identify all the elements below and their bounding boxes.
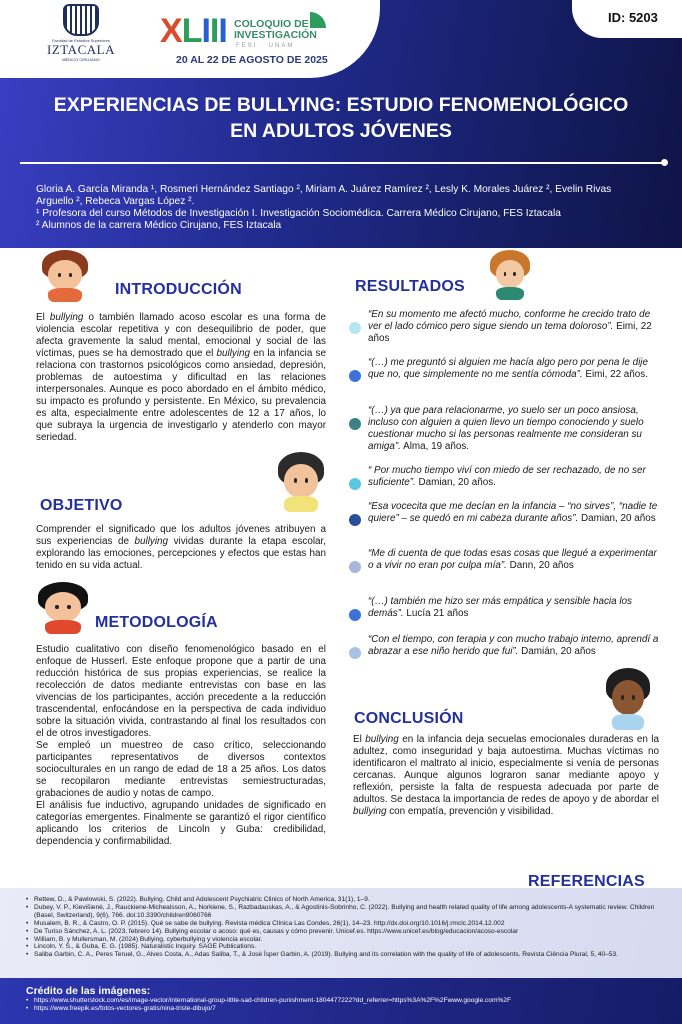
sad-boy-icon <box>606 668 650 730</box>
credit-link[interactable]: • https://www.freepik.es/fotos-vectores-gratis/nina-triste-dibujo/7 <box>26 1005 666 1013</box>
leaf-icon <box>310 12 326 28</box>
credits-list <box>26 997 666 1013</box>
coloquio-line2: INVESTIGACIÓN <box>234 29 317 41</box>
result-quote <box>368 465 660 489</box>
title-line-1: EXPERIENCIAS DE BULLYING: ESTUDIO FENOMENOLÓGICO <box>53 94 629 116</box>
quote-bullet-icon <box>349 478 361 490</box>
fes-iztacala-logo <box>44 4 118 74</box>
sad-girl-icon <box>42 250 88 302</box>
authors-line-2: Arguello ², Rebeca Vargas López ². <box>36 196 195 207</box>
title-line-2: EN ADULTOS JÓVENES <box>230 120 452 142</box>
logo-small-text: Facultad de Estudios Superiores <box>52 38 110 43</box>
resultados-title: RESULTADOS <box>355 278 465 295</box>
quote-text: “Con el tiempo, con terapia y con mucho trabajo interno, aprendí a abrazar a ese niño herido que fui”. <box>368 634 659 657</box>
coloquio-line1: COLOQUIO DE <box>234 18 309 30</box>
coloquio-dates: 20 AL 22 DE AGOSTO DE 2025 <box>176 54 328 66</box>
quote-bullet-icon <box>349 418 361 430</box>
quote-author: Eimi, 22 años <box>368 321 652 344</box>
reference-item: • De Turiso Sánchez, A. L. (2023, febrero 14). Bullying escolar o acoso: qué es, causas y cómo prevenir. Unicef.es. https://www.unicef.es/blog/educacion/acoso-escolar <box>26 928 666 936</box>
objetivo-title: OBJETIVO <box>40 497 123 514</box>
metodologia-p3: El análisis fue inductivo, agrupando unidades de significado en categorías emergentes. Finalmente se garantizó el rigor científico aplicando los criterios de Lincoln y Guba: credibilidad, dependencia y confirmabilidad. <box>36 800 326 847</box>
affiliation-2: ² Alumnos de la carrera Médico Cirujano, FES Iztacala <box>36 220 282 231</box>
authors-block <box>36 184 646 232</box>
quote-text: “(…) me preguntó si alguien me hacía algo pero por pena le dije que no, que simplemente no me sentía cómoda”. <box>368 357 648 380</box>
quote-text: “Me di cuenta de que todas esas cosas que llegué a experimentar o a vivir no eran por culpa mía”. <box>368 548 657 571</box>
affiliation-1: ¹ Profesora del curso Métodos de Investigación I. Investigación Sociomédica. Carrera Médico Cirujano, FES Iztacala <box>36 208 561 219</box>
quote-bullet-icon <box>349 609 361 621</box>
image-credits <box>26 985 666 1013</box>
quote-text: “En su momento me afectó mucho, conforme he crecido trato de ver el lado cómico pero sigue siendo un tema doloroso”. <box>368 309 651 332</box>
credit-link[interactable]: • https://www.shutterstock.com/es/image-vector/international-group-little-sad-children-punishment-1804477222?dd_referrer=https%3A%2F%2Fwww.google.com%2F <box>26 997 666 1005</box>
quote-bullet-icon <box>349 370 361 382</box>
quote-author: Lucía 21 años <box>403 608 469 619</box>
coloquio-number: XLIII <box>160 12 227 50</box>
coloquio-title <box>234 19 317 41</box>
sad-girl-icon <box>38 582 88 634</box>
quote-author: Damian, 20 años. <box>415 477 496 488</box>
unam-crest-icon <box>63 4 99 36</box>
logo-wordmark: IZTACALA <box>47 42 115 57</box>
conclusion-text: El bullying en la infancia deja secuelas emocionales duraderas en la adultez, como inseguridad y baja autoestima. Muchas víctimas no identificaron el maltrato al inicio, especialmente si venía de personas cercanas. Aunque algunos lograron sanar mediante apoyo y reflexión, persiste la falta de respuesta adecuada por parte de adultos. Se destaca la importancia de redes de apoyo y de abordar el bullying con empatía, prevención y visibilidad. <box>353 734 659 817</box>
reference-item: • Dubey, V. P., Kievišienė, J., Rauckiene-Michealsson, A., Norkiene, S., Razbadauskas, A., & Agostinis-Sobrinho, C. (2022). Bullying and health related quality of life among adolescents-A systematic review. Children (Basel, Switzerland), 9(6), 766. doi:10.3390/children9060766 <box>26 904 666 920</box>
logo-subtitle: MÉDICO CIRUJANO <box>62 57 100 62</box>
logo-panel <box>0 0 380 78</box>
quote-bullet-icon <box>349 514 361 526</box>
quote-text: “ Por mucho tiempo viví con miedo de ser rechazado, de no ser suficiente”. <box>368 465 646 488</box>
introduccion-text: El bullying o también llamado acoso escolar es una forma de violencia escolar repetitiva y con desequilibrio de poder, que afecta gravemente la salud mental, emocional y social de las víctimas, pues se ha demostrado que el bullying en la infancia se relaciona con trastornos psicológicos como ansiedad, depresión, problemas de autoestima y dificultad en las relaciones interpersonales. Aunque es poco abordado en el ámbito médico, su impacto es profundo y persistente. En México, su prevalencia es alta, especialmente entre adolescentes de 12 a 17 años, lo que subraya la urgencia de investigarlo y atenderlo con mayor seriedad. <box>36 312 326 443</box>
result-quote <box>368 309 660 345</box>
metodologia-title: METODOLOGÍA <box>95 614 218 631</box>
quote-text: “(…) también me hizo ser más empática y sensible hacia los demás”. <box>368 596 632 619</box>
conclusion-title: CONCLUSIÓN <box>354 710 464 727</box>
poster-id-badge: ID: 5203 <box>572 0 682 38</box>
reference-item: • Lincoln, Y. S., & Guba, E. G. (1985). Naturalistic Inquiry. SAGE Publications. <box>26 943 666 951</box>
quote-author: Alma, 19 años. <box>400 441 470 452</box>
reference-item: • Saliba Garbin, C. A., Peres Teruel, G., Alves Costa, A., Adas Saliba, T., & José Ísper Garbin, A. (2019). Bullying and its correlation with the quality of life of adolescents. Revista Ciência Plural, 5, 40–53. <box>26 951 666 959</box>
metodologia-text <box>36 644 326 848</box>
objetivo-text: Comprender el significado que los adultos jóvenes atribuyen a sus experiencias de bullying vividas durante la etapa escolar, explorando las emociones, percepciones y efectos que estas han tenido en su vida actual. <box>36 524 326 571</box>
result-quote <box>368 357 660 381</box>
reference-item: • Musalem, B. R., & Castro, O. P. (2015). Qué se sabe de bullying. Revista médica Clínica Las Condes, 26(1), 14–23. http://dx.doi.org/10.1016/j.rmclc.2014.12.002 <box>26 920 666 928</box>
title-divider <box>20 162 666 164</box>
result-quote <box>368 501 660 525</box>
credits-title: Crédito de las imágenes: <box>26 985 151 997</box>
sad-boy-icon <box>490 250 530 300</box>
quote-author: Eimi, 22 años. <box>582 369 648 380</box>
result-quote <box>368 405 660 453</box>
quote-bullet-icon <box>349 561 361 573</box>
metodologia-p1: Estudio cualitativo con diseño fenomenológico basado en el enfoque de Husserl. Este enfoque propone que a partir de una reducción histórica de sus propias experiencias, se realice la recolección de datos mediante entrevistas con base en las vivencias de los participantes, acción precedente a la reducción trascendental, enfocándose en la perspectiva de cada individuo sobre la situación vivida, contrastando al final los resultados con el de otros investigadores. <box>36 644 326 739</box>
result-quote <box>368 548 660 572</box>
reference-item: • Rettew, D., & Pawlowski, S. (2022). Bullying. Child and Adolescent Psychiatric Clinics of North America, 31(1), 1–9. <box>26 896 666 904</box>
quote-bullet-icon <box>349 647 361 659</box>
quote-author: Dann, 20 años <box>506 560 574 571</box>
referencias-title: REFERENCIAS <box>528 873 645 890</box>
result-quote <box>368 634 660 658</box>
coloquio-logo <box>150 10 330 70</box>
worried-boy-icon <box>278 452 324 512</box>
quote-bullet-icon <box>349 322 361 334</box>
authors-line-1: Gloria A. García Miranda ¹, Rosmeri Hernández Santiago ², Miriam A. Juárez Ramírez ², Lesly K. Morales Juárez ², Evelin Rivas <box>36 184 612 195</box>
introduccion-title: INTRODUCCIÓN <box>115 281 242 298</box>
coloquio-fes: FESI · UNAM <box>236 43 295 49</box>
reference-item: • William, B. y Mullersman, M. (2024) Bullying, cyberbullying y violencia escolar. <box>26 936 666 944</box>
quote-author: Damian, 20 años <box>578 513 656 524</box>
metodologia-p2: Se empleó un muestreo de caso crítico, seleccionando participantes representativos de diversos contextos socioculturales en un rango de edad de 18 a 25 años. Los datos se recopilaron mediante entrevistas semiestructuradas, grabaciones de audio y notas de campo. <box>36 740 326 799</box>
poster-header <box>0 0 682 248</box>
quote-text: “Esa vocecita que me decían en la infancia – “no sirves”, “nadie te quiere” – se quedó en mi cabeza durante años”. <box>368 501 658 524</box>
result-quote <box>368 596 660 620</box>
quote-author: Damián, 20 años <box>518 646 596 657</box>
poster-title <box>20 92 662 144</box>
references-list <box>26 896 666 959</box>
quote-text: “(…) ya que para relacionarme, yo suelo ser un poco ansiosa, incluso con alguien a quien llevo un tiempo conociendo y suelo cuestionar mucho si las personas realmente me consideran su amiga”. <box>368 405 644 452</box>
